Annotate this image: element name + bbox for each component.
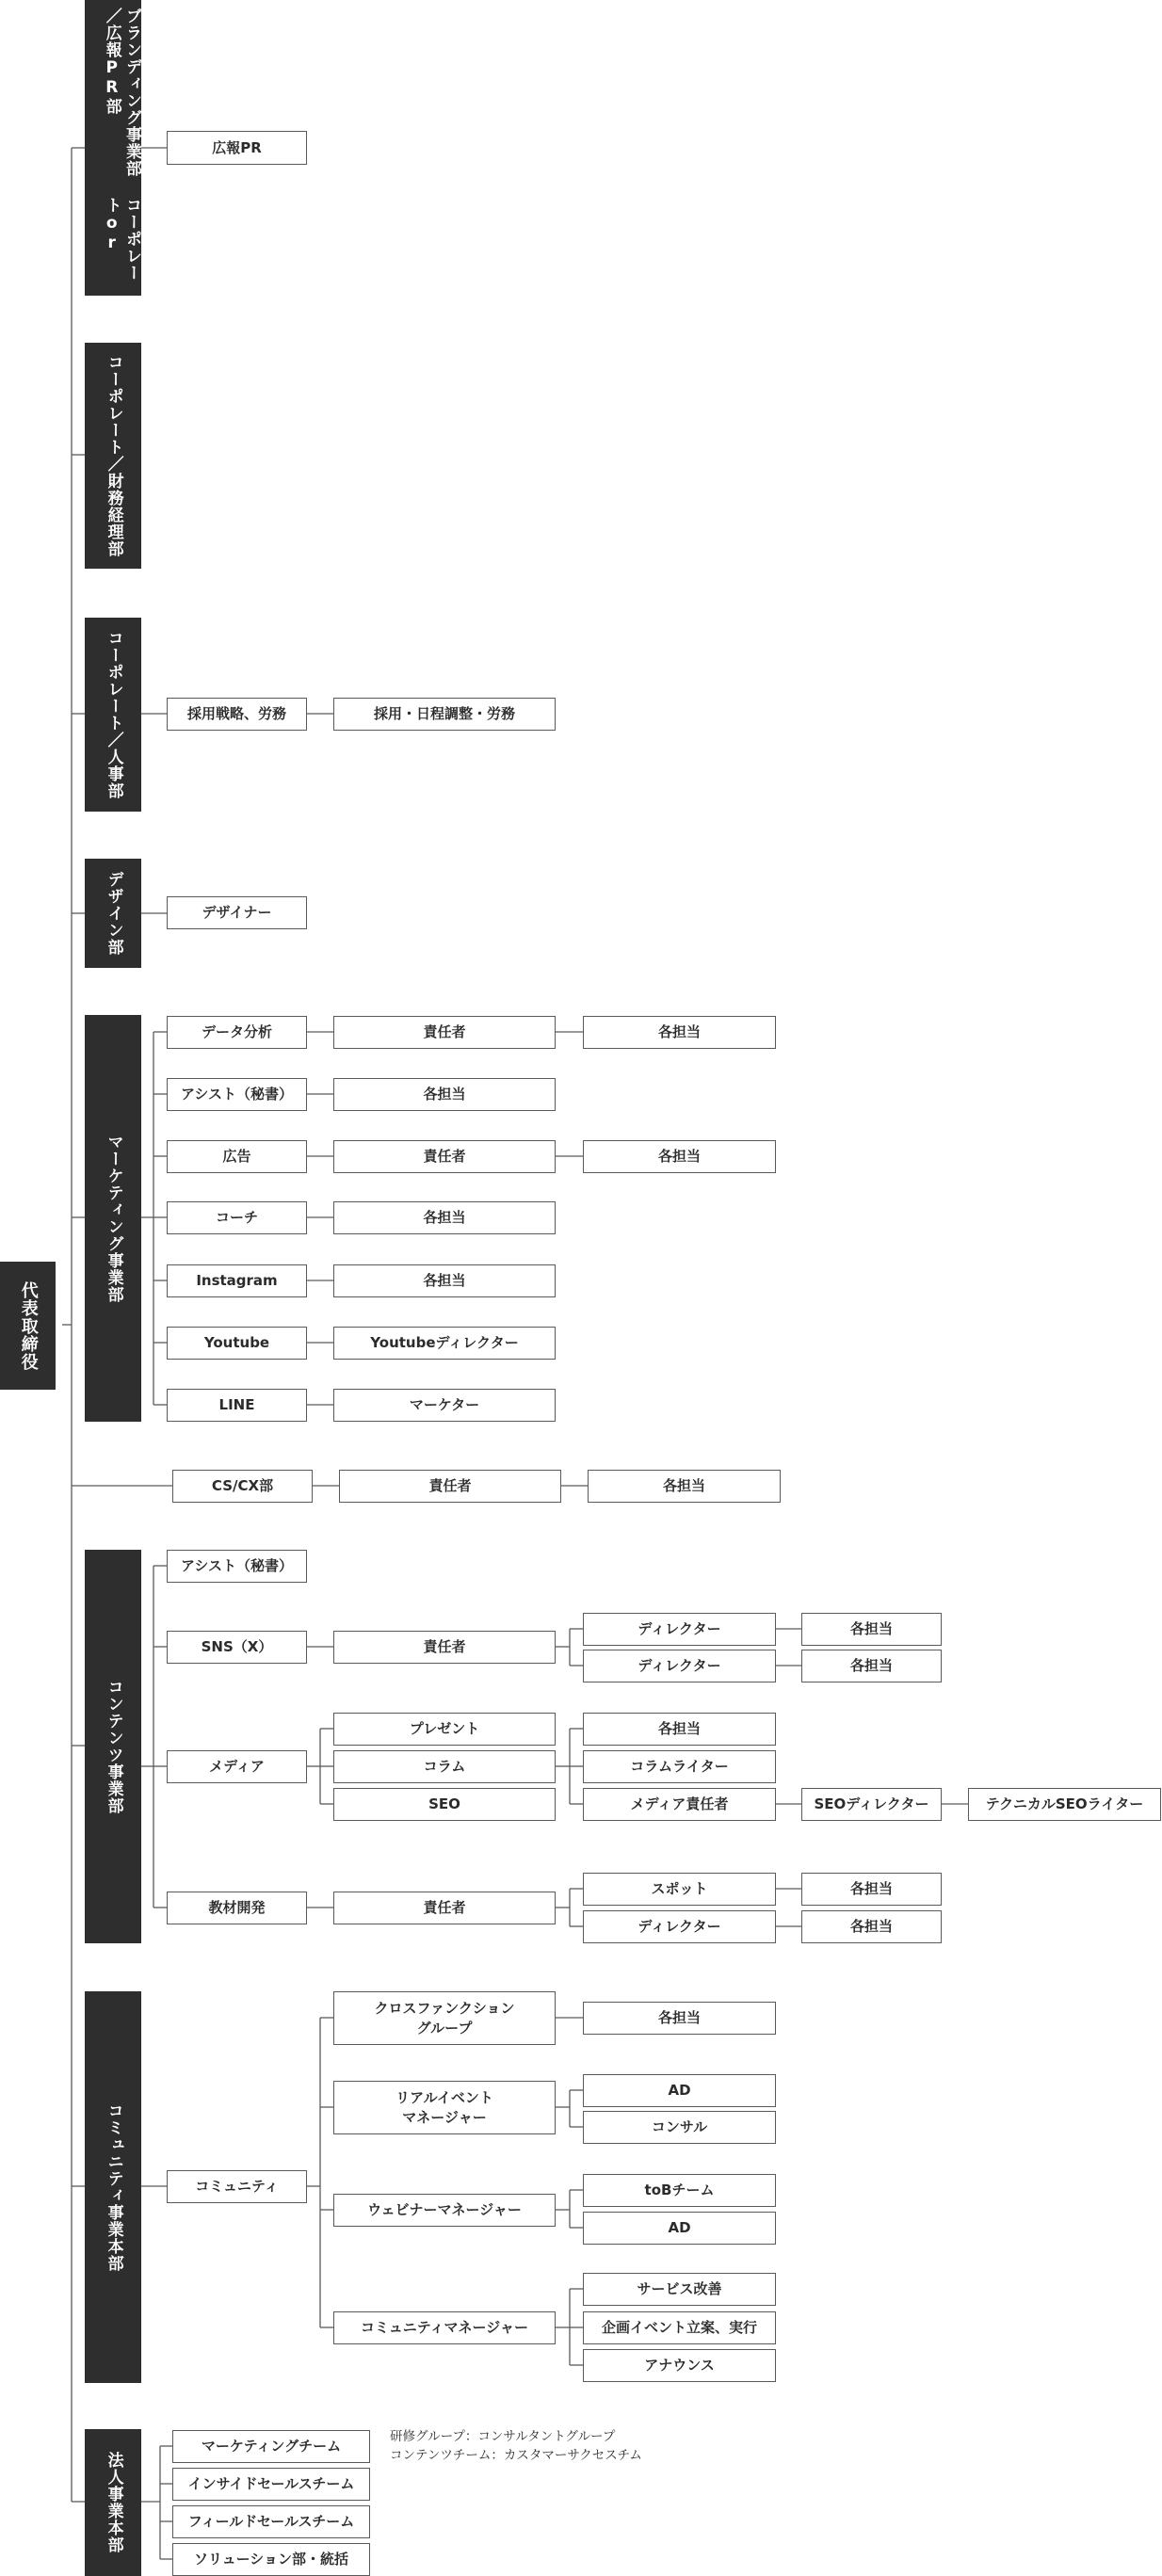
node-kyouzai: 教材開発 bbox=[167, 1892, 307, 1924]
node-koukoku: 広告 bbox=[167, 1140, 307, 1173]
dept-hr: コーポレート／人事部 bbox=[85, 618, 141, 812]
node-column: コラム bbox=[333, 1750, 556, 1783]
node-media: メディア bbox=[167, 1750, 307, 1783]
node-saiyou-senryaku: 採用戦略、労務 bbox=[167, 698, 307, 731]
node-sns-director1: ディレクター bbox=[583, 1613, 776, 1646]
dept-finance: コーポレート／財務経理部 bbox=[85, 343, 141, 569]
node-marketing-team: マーケティングチーム bbox=[172, 2430, 370, 2463]
node-fieldsales: フィールドセールスチーム bbox=[172, 2505, 370, 2538]
dept-branding-label: ブランディング事業部／広報PR部 bbox=[102, 8, 141, 177]
node-line-marketer: マーケター bbox=[333, 1389, 556, 1422]
node-present: プレゼント bbox=[333, 1713, 556, 1746]
dept-branding bbox=[85, 0, 141, 296]
node-data-sekininsha: 責任者 bbox=[333, 1016, 556, 1049]
node-webinar-ad: AD bbox=[583, 2212, 776, 2245]
node-technical-seo-writer: テクニカルSEOライター bbox=[968, 1788, 1161, 1821]
node-instagram-kakutantou: 各担当 bbox=[333, 1264, 556, 1297]
node-sns-kakutantou2: 各担当 bbox=[801, 1650, 942, 1682]
node-real-consul: コンサル bbox=[583, 2111, 776, 2144]
node-solution: ソリューション部・統括 bbox=[172, 2543, 370, 2576]
node-present-kakutantou: 各担当 bbox=[583, 1713, 776, 1746]
node-data-kakutantou: 各担当 bbox=[583, 1016, 776, 1049]
note-contents-team: コンテンツチーム：カスタマーサクセスチム bbox=[390, 2448, 642, 2463]
node-community-manager: コミュニティマネージャー bbox=[333, 2311, 556, 2344]
dept-community: コミュニティ事業本部 bbox=[85, 1991, 141, 2383]
node-kyouzai-kakutantou: 各担当 bbox=[801, 1910, 942, 1943]
node-spot-kakutantou: 各担当 bbox=[801, 1873, 942, 1906]
node-kouhou-pr: 広報PR bbox=[167, 131, 307, 165]
node-media-sekininsha: メディア責任者 bbox=[583, 1788, 776, 1821]
node-sns-sekininsha: 責任者 bbox=[333, 1631, 556, 1664]
node-youtube-director: Youtubeディレクター bbox=[333, 1327, 556, 1360]
node-webinar-tob: toBチーム bbox=[583, 2174, 776, 2207]
dept-contents: コンテンツ事業部 bbox=[85, 1550, 141, 1943]
node-kyouzai-sekininsha: 責任者 bbox=[333, 1892, 556, 1924]
node-assist1: アシスト（秘書） bbox=[167, 1078, 307, 1111]
node-real-ad: AD bbox=[583, 2074, 776, 2107]
note-kenshu: 研修グループ：コンサルタントグループ bbox=[390, 2429, 616, 2444]
node-sns: SNS（X） bbox=[167, 1631, 307, 1664]
node-insidesales: インサイドセールスチーム bbox=[172, 2468, 370, 2501]
node-koukoku-kakutantou: 各担当 bbox=[583, 1140, 776, 1173]
node-assist1-kakutantou: 各担当 bbox=[333, 1078, 556, 1111]
node-assist2: アシスト（秘書） bbox=[167, 1550, 307, 1583]
node-cscx-sekininsha: 責任者 bbox=[339, 1470, 561, 1503]
dept-corporate-sales: 法人事業本部 bbox=[85, 2429, 141, 2576]
node-webinar: ウェビナーマネージャー bbox=[333, 2194, 556, 2227]
dept-marketing: マーケティング事業部 bbox=[85, 1015, 141, 1422]
node-sns-director2: ディレクター bbox=[583, 1650, 776, 1682]
node-coach-kakutantou: 各担当 bbox=[333, 1201, 556, 1234]
node-saiyou-nittei: 採用・日程調整・労務 bbox=[333, 698, 556, 731]
node-youtube: Youtube bbox=[167, 1327, 307, 1360]
node-service-kaizen: サービス改善 bbox=[583, 2273, 776, 2306]
node-koukoku-sekininsha: 責任者 bbox=[333, 1140, 556, 1173]
dept-design: デザイン部 bbox=[85, 859, 141, 968]
root-ceo: 代表取締役 bbox=[0, 1262, 56, 1390]
node-column-writer: コラムライター bbox=[583, 1750, 776, 1783]
node-cscx: CS/CX部 bbox=[172, 1470, 313, 1503]
node-instagram: Instagram bbox=[167, 1264, 307, 1297]
node-designer: デザイナー bbox=[167, 896, 307, 929]
node-crossfunction-kakutantou: 各担当 bbox=[583, 2002, 776, 2035]
node-real-event: リアルイベント マネージャー bbox=[333, 2081, 556, 2134]
node-community: コミュニティ bbox=[167, 2170, 307, 2203]
node-crossfunction: クロスファンクション グループ bbox=[333, 1991, 556, 2045]
node-seo: SEO bbox=[333, 1788, 556, 1821]
node-kyouzai-director: ディレクター bbox=[583, 1910, 776, 1943]
dept-branding-sub-label: コーポレートor bbox=[102, 197, 141, 282]
node-kikaku-event: 企画イベント立案、実行 bbox=[583, 2311, 776, 2344]
node-line: LINE bbox=[167, 1389, 307, 1422]
node-spot: スポット bbox=[583, 1873, 776, 1906]
node-cscx-kakutantou: 各担当 bbox=[588, 1470, 781, 1503]
node-announce: アナウンス bbox=[583, 2349, 776, 2382]
node-seo-director: SEOディレクター bbox=[801, 1788, 942, 1821]
node-data-bunseki: データ分析 bbox=[167, 1016, 307, 1049]
node-coach: コーチ bbox=[167, 1201, 307, 1234]
node-sns-kakutantou1: 各担当 bbox=[801, 1613, 942, 1646]
